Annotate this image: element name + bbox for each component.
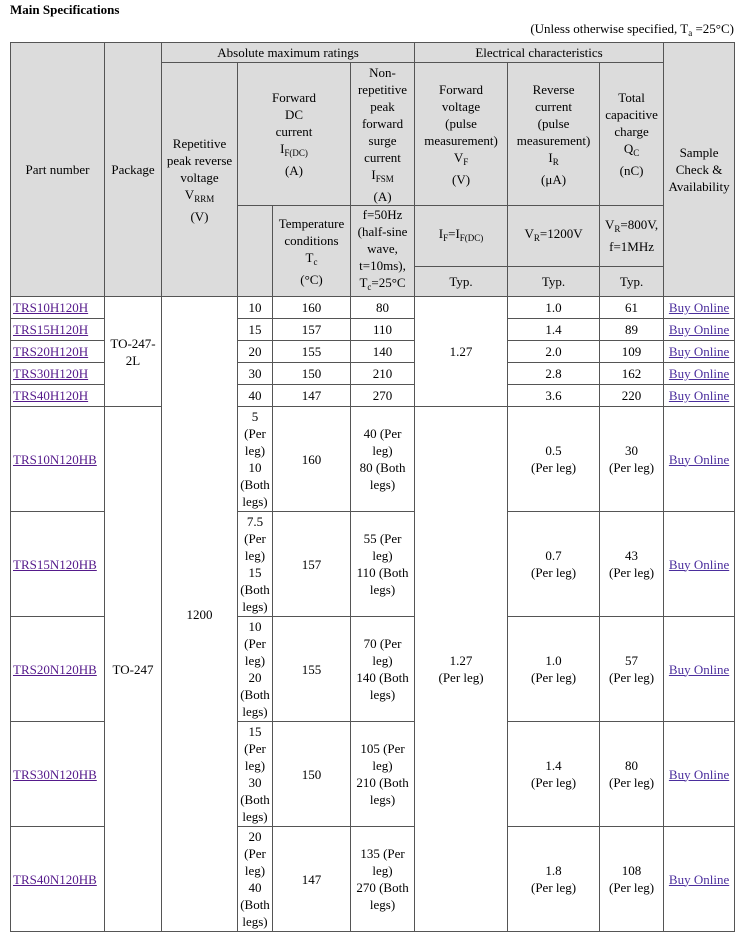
if-cell: 20 (Per leg) 40 (Both legs) <box>238 827 273 932</box>
ir-cell: 0.5 (Per leg) <box>508 407 600 512</box>
part-number-link[interactable]: TRS30H120H <box>13 366 89 381</box>
ir-cell: 2.8 <box>508 363 600 385</box>
buy-online-link[interactable]: Buy Online <box>668 556 730 572</box>
part-number-link[interactable]: TRS15N120HB <box>13 556 97 572</box>
header-qc-typ: Typ. <box>600 266 664 296</box>
header-absolute-max: Absolute maximum ratings <box>162 43 415 63</box>
specifications-table <box>10 42 735 932</box>
tc-cell: 155 <box>273 617 351 722</box>
buy-cell <box>664 617 735 722</box>
if-cell: 10 <box>238 297 273 319</box>
part-number-link[interactable]: TRS10H120H <box>13 300 89 315</box>
part-number-cell <box>11 363 105 385</box>
qc-cell: 220 <box>600 385 664 407</box>
qc-cell: 108 (Per leg) <box>600 827 664 932</box>
tc-cell: 150 <box>273 722 351 827</box>
header-ifdc: Forward DC current $I_{F(DC)}$ (A) <box>238 63 351 206</box>
qc-cell: 162 <box>600 363 664 385</box>
if-cell: 15 (Per leg) 30 (Both legs) <box>238 722 273 827</box>
qc-cell: 30 (Per leg) <box>600 407 664 512</box>
page-title: Main Specifications <box>10 2 120 17</box>
tc-cell: 155 <box>273 341 351 363</box>
header-ifdc-blank <box>238 206 273 297</box>
ifsm-cell: 140 <box>351 341 415 363</box>
buy-cell <box>664 407 735 512</box>
header-qc: Total capacitive charge $Q_C$ (nC) <box>600 63 664 206</box>
part-number-link[interactable]: TRS20N120HB <box>13 661 97 677</box>
ir-cell: 2.0 <box>508 341 600 363</box>
header-vf: Forward voltage (pulse measurement) $V_F$ (V) <box>415 63 508 206</box>
ir-cell: 3.6 <box>508 385 600 407</box>
buy-cell <box>664 319 735 341</box>
qc-cell: 43 (Per leg) <box>600 512 664 617</box>
vf-cell: 1.27 (Per leg) <box>415 407 508 932</box>
if-cell: 7.5 (Per leg) 15 (Both legs) <box>238 512 273 617</box>
buy-online-link[interactable]: Buy Online <box>668 322 730 337</box>
tc-cell: 147 <box>273 827 351 932</box>
part-number-link[interactable]: TRS30N120HB <box>13 766 97 782</box>
header-part-number: Part number <box>11 43 105 297</box>
buy-online-link[interactable]: Buy Online <box>668 388 730 403</box>
buy-online-link[interactable]: Buy Online <box>668 344 730 359</box>
header-ifsm: Non- repetitive peak forward surge current $I_{FSM}$ (A) <box>351 63 415 206</box>
if-cell: 15 <box>238 319 273 341</box>
ir-cell: 1.0 <box>508 297 600 319</box>
part-number-cell <box>11 385 105 407</box>
if-cell: 40 <box>238 385 273 407</box>
package-cell: TO-247- 2L <box>105 297 162 407</box>
if-cell: 30 <box>238 363 273 385</box>
ifsm-cell: 135 (Per leg) 270 (Both legs) <box>351 827 415 932</box>
header-package: Package <box>105 43 162 297</box>
table-row <box>11 407 735 512</box>
ifsm-cell: 105 (Per leg) 210 (Both legs) <box>351 722 415 827</box>
part-number-link[interactable]: TRS15H120H <box>13 322 89 337</box>
part-number-link[interactable]: TRS10N120HB <box>13 451 97 467</box>
header-ir: Reverse current (pulse measurement) $I_R$ (μA) <box>508 63 600 206</box>
header-vf-typ: Typ. <box>415 266 508 296</box>
part-number-cell <box>11 512 105 617</box>
ifsm-cell: 55 (Per leg) 110 (Both legs) <box>351 512 415 617</box>
buy-cell <box>664 341 735 363</box>
tc-cell: 150 <box>273 363 351 385</box>
buy-online-link[interactable]: Buy Online <box>668 766 730 782</box>
qc-cell: 109 <box>600 341 664 363</box>
tc-cell: 147 <box>273 385 351 407</box>
buy-cell <box>664 297 735 319</box>
vrrm-cell: 1200 <box>162 297 238 932</box>
ifsm-cell: 110 <box>351 319 415 341</box>
buy-cell <box>664 827 735 932</box>
part-number-cell <box>11 407 105 512</box>
qc-cell: 57 (Per leg) <box>600 617 664 722</box>
part-number-cell <box>11 341 105 363</box>
part-number-link[interactable]: TRS40H120H <box>13 388 89 403</box>
package-cell: TO-247 <box>105 407 162 932</box>
header-vrrm: Repetitive peak reverse voltage $V_{RRM}$ (V) <box>162 63 238 297</box>
buy-online-link[interactable]: Buy Online <box>668 871 730 887</box>
part-number-cell <box>11 297 105 319</box>
ifsm-cell: 210 <box>351 363 415 385</box>
header-sample: Sample Check & Availability <box>664 43 735 297</box>
header-tc-condition: Temperature conditions $T_c$ (°C) <box>273 206 351 297</box>
buy-online-link[interactable]: Buy Online <box>668 451 730 467</box>
qc-cell: 89 <box>600 319 664 341</box>
ifsm-cell: 270 <box>351 385 415 407</box>
part-number-link[interactable]: TRS40N120HB <box>13 871 97 887</box>
ifsm-cell: 40 (Per leg) 80 (Both legs) <box>351 407 415 512</box>
test-condition-note: (Unless otherwise specified, $T_a =25^\circ C$) <box>530 21 734 38</box>
buy-cell <box>664 512 735 617</box>
buy-online-link[interactable]: Buy Online <box>668 661 730 677</box>
table-row <box>11 297 735 319</box>
header-ir-typ: Typ. <box>508 266 600 296</box>
vf-cell: 1.27 <box>415 297 508 407</box>
buy-cell <box>664 363 735 385</box>
ir-cell: 1.4 (Per leg) <box>508 722 600 827</box>
part-number-cell <box>11 722 105 827</box>
header-vf-condition: $I_F=I_{F(DC)}$ <box>415 206 508 267</box>
ifsm-cell: 80 <box>351 297 415 319</box>
part-number-cell <box>11 617 105 722</box>
header-ir-condition: $V_R=1200V$ <box>508 206 600 267</box>
header-ifsm-condition: f=50Hz (half-sine wave, t=10ms), $T_c=25^\circ C$ <box>351 206 415 297</box>
buy-online-link[interactable]: Buy Online <box>668 300 730 315</box>
if-cell: 10 (Per leg) 20 (Both legs) <box>238 617 273 722</box>
qc-cell: 80 (Per leg) <box>600 722 664 827</box>
header-qc-condition: $V_R=800V$, f=1MHz <box>600 206 664 267</box>
header-electrical: Electrical characteristics <box>415 43 664 63</box>
if-cell: 5 (Per leg) 10 (Both legs) <box>238 407 273 512</box>
tc-cell: 160 <box>273 297 351 319</box>
buy-cell <box>664 385 735 407</box>
ifsm-cell: 70 (Per leg) 140 (Both legs) <box>351 617 415 722</box>
part-number-link[interactable]: TRS20H120H <box>13 344 89 359</box>
part-number-cell <box>11 319 105 341</box>
part-number-cell <box>11 827 105 932</box>
buy-online-link[interactable]: Buy Online <box>668 366 730 381</box>
ir-cell: 1.8 (Per leg) <box>508 827 600 932</box>
buy-cell <box>664 722 735 827</box>
ir-cell: 1.4 <box>508 319 600 341</box>
qc-cell: 61 <box>600 297 664 319</box>
tc-cell: 157 <box>273 512 351 617</box>
if-cell: 20 <box>238 341 273 363</box>
tc-cell: 157 <box>273 319 351 341</box>
tc-cell: 160 <box>273 407 351 512</box>
ir-cell: 0.7 (Per leg) <box>508 512 600 617</box>
ir-cell: 1.0 (Per leg) <box>508 617 600 722</box>
